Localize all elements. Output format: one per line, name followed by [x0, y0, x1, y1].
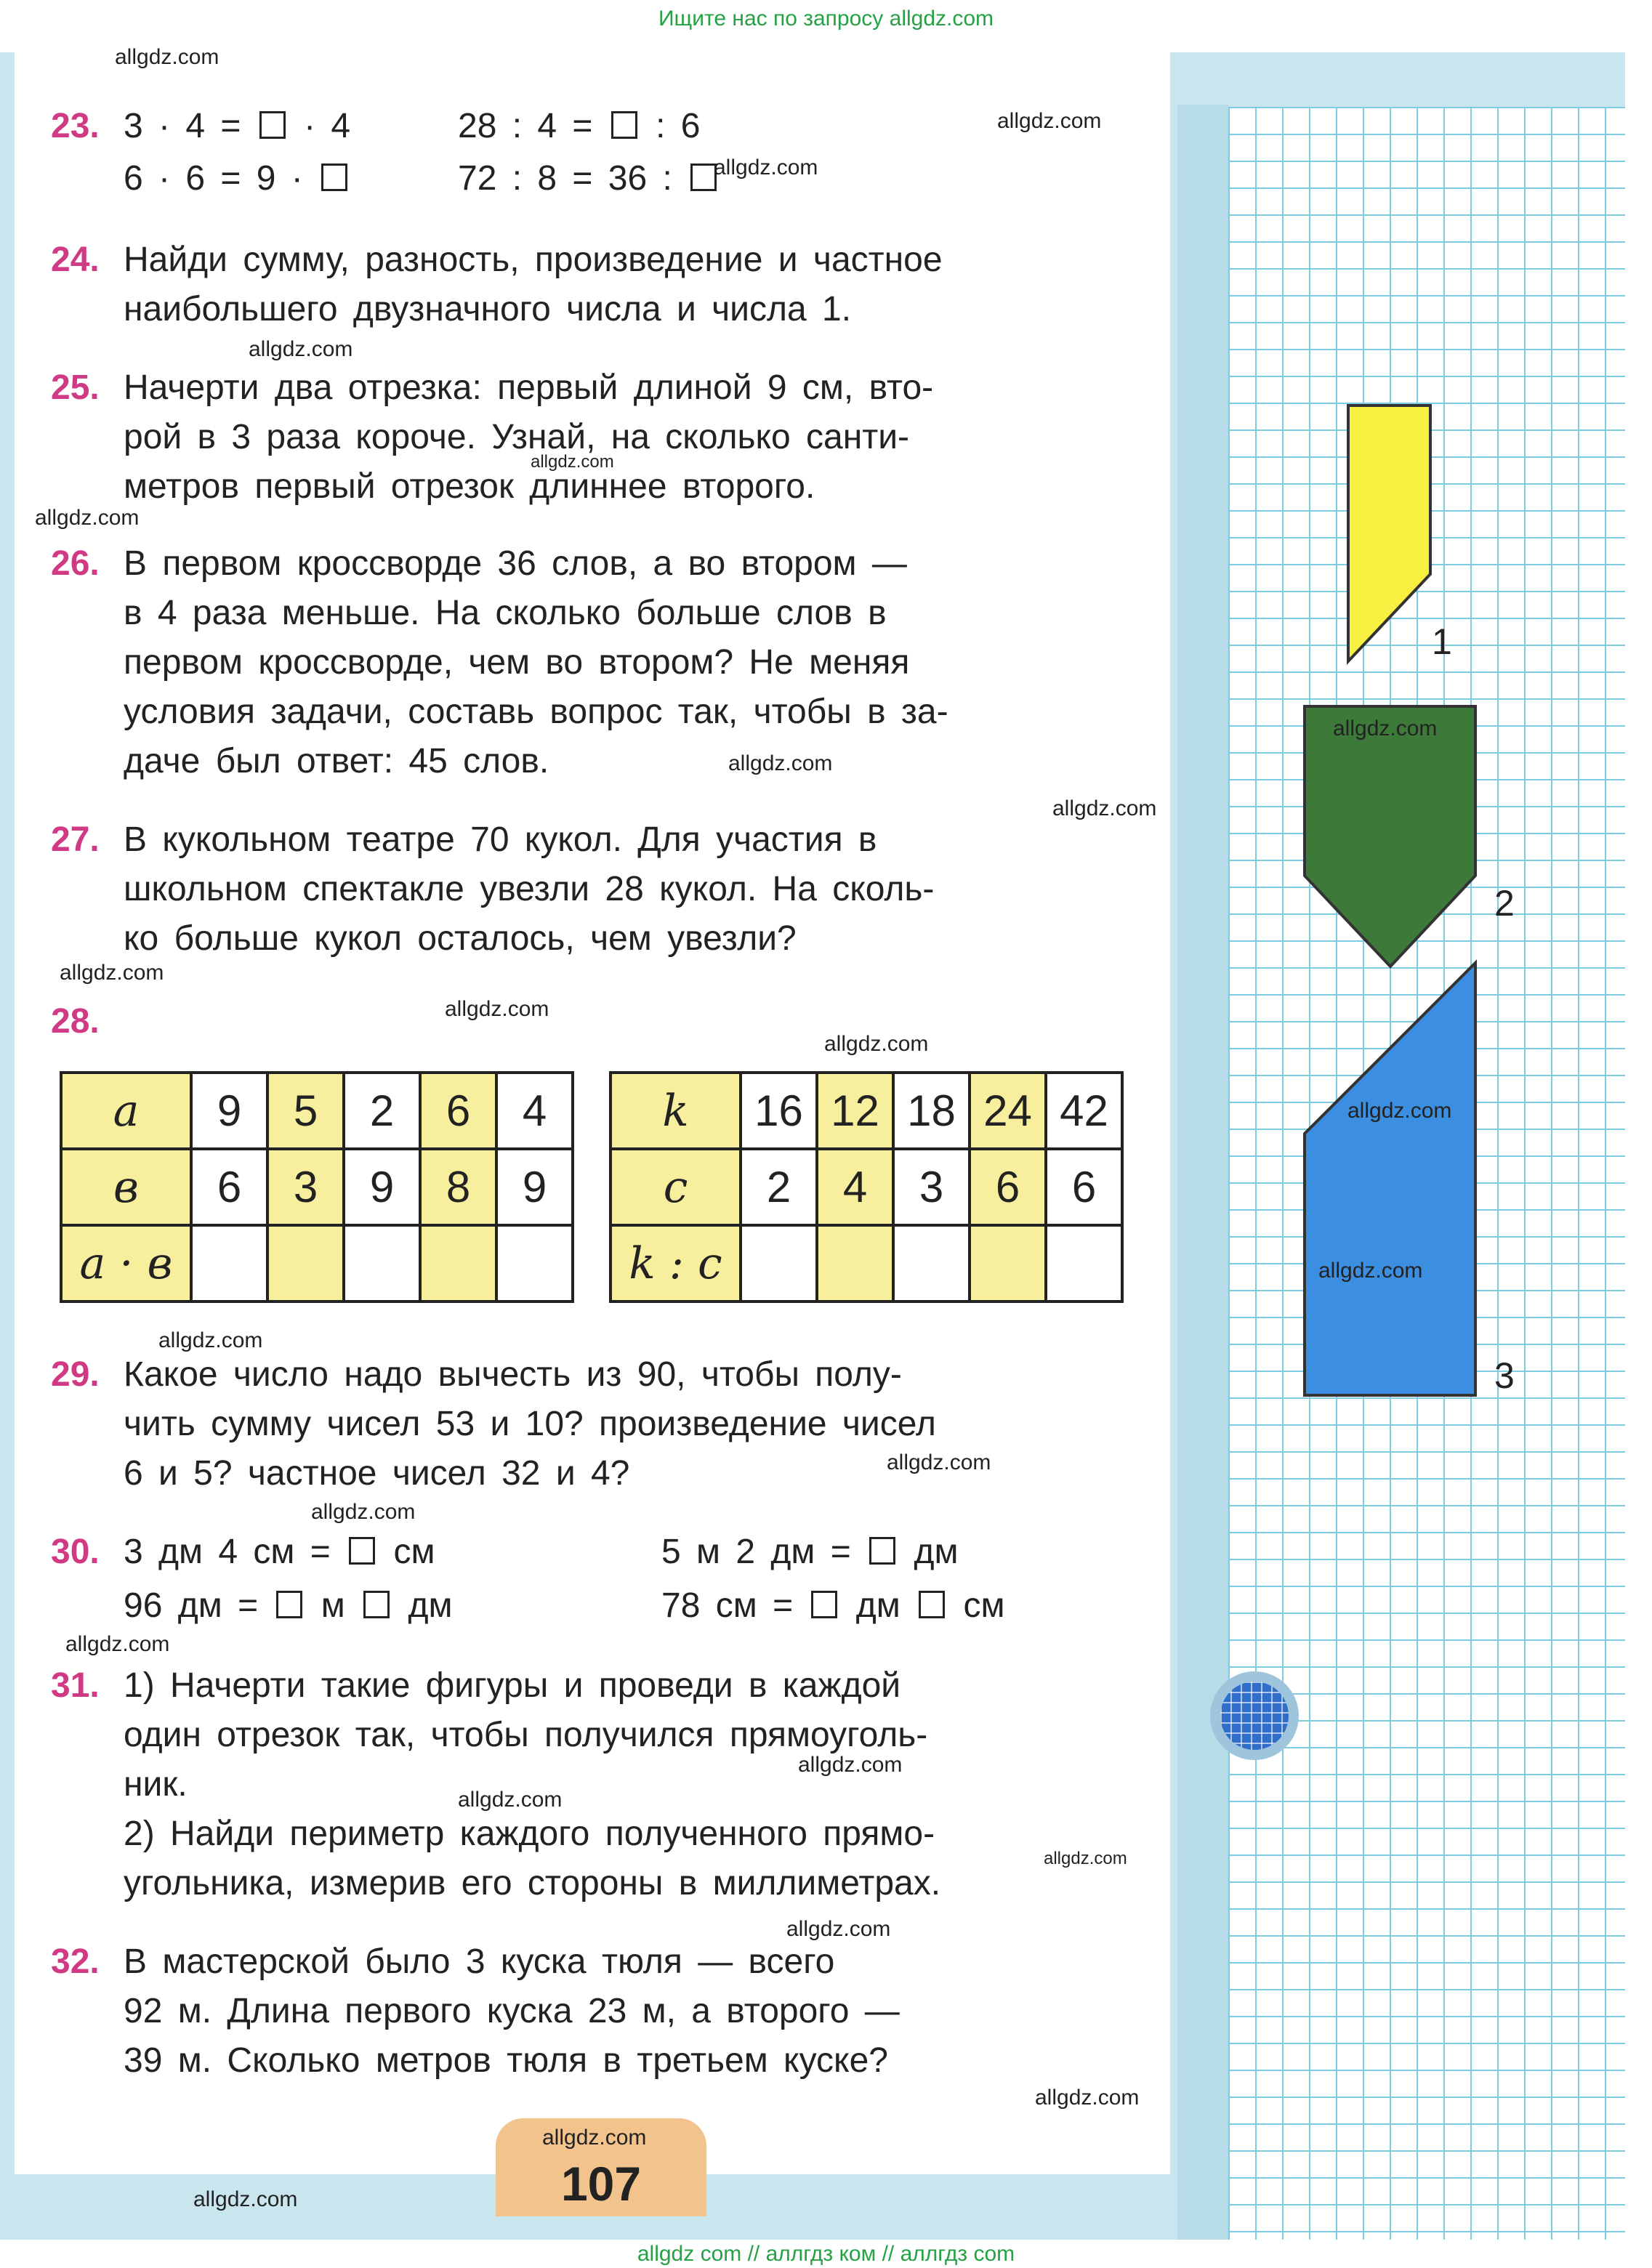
watermark: allgdz.com — [1044, 1849, 1127, 1868]
expr-text: 28 : 4 = — [458, 107, 608, 145]
task-number: 32. — [51, 1942, 100, 1981]
expr-text: : 6 — [640, 107, 701, 145]
task-number: 25. — [51, 368, 100, 407]
task-line: метров первый отрезок длиннее второго. — [124, 467, 815, 506]
task-line: Начерти два отрезка: первый длиной 9 см, вто- — [124, 368, 934, 407]
expr-text: 96 дм = — [124, 1586, 274, 1625]
task-number: 26. — [51, 544, 100, 583]
watermark: allgdz.com — [531, 452, 614, 472]
watermark: allgdz.com — [728, 751, 833, 775]
expr-text: · 4 — [288, 107, 351, 145]
task-number: 28. — [51, 1002, 100, 1041]
task-line: даче был ответ: 45 слов. — [124, 742, 549, 780]
table-cell: 3 — [267, 1149, 344, 1225]
watermark: allgdz.com — [1333, 717, 1438, 740]
task-line: угольника, измерив его стороны в миллиметрах. — [124, 1864, 941, 1902]
figure-2-shape — [1305, 706, 1475, 966]
watermark: allgdz.com — [458, 1788, 563, 1812]
task-line: наибольшего двузначного числа и числа 1. — [124, 290, 852, 328]
figure-3-label: 3 — [1494, 1355, 1515, 1396]
task-number: 29. — [51, 1355, 100, 1394]
table-cell: 9 — [344, 1149, 420, 1225]
table-cell: 9 — [191, 1073, 267, 1149]
task-number: 31. — [51, 1666, 100, 1705]
watermark: allgdz.com — [60, 961, 164, 985]
task-line: 92 м. Длина первого куска 23 м, а второго — — [124, 1992, 900, 2030]
top-notice[interactable]: Ищите нас по запросу allgdz.com — [658, 7, 994, 31]
task-line: 6 и 5? частное чисел 32 и 4? — [124, 1454, 630, 1493]
expr-text: дм — [898, 1533, 959, 1571]
watermark: allgdz.com — [311, 1500, 416, 1524]
task-line: 1) Начерти такие фигуры и проведи в каждой — [124, 1666, 901, 1705]
row-header: k : c — [611, 1225, 741, 1302]
task-number: 30. — [51, 1533, 100, 1571]
task-line: В кукольном театре 70 кукол. Для участия в — [124, 820, 877, 859]
table-cell: 4 — [496, 1073, 573, 1149]
watermark: allgdz.com — [65, 1632, 170, 1656]
watermark: allgdz.com — [997, 109, 1102, 133]
task-line: ко больше кукол осталось, чем увезли? — [124, 919, 797, 958]
expr-text: см — [378, 1533, 435, 1571]
watermark: allgdz.com — [798, 1753, 903, 1777]
watermark: allgdz.com — [193, 2187, 298, 2211]
table-cell: 42 — [1046, 1073, 1122, 1149]
task-line: первом кроссворде, чем во втором? Не меняя — [124, 643, 910, 682]
table-cell: 24 — [970, 1073, 1046, 1149]
table-cell: 18 — [893, 1073, 970, 1149]
task-line: в 4 раза меньше. На сколько больше слов в — [124, 594, 887, 632]
watermark: allgdz.com — [35, 506, 140, 530]
bottom-notice[interactable]: allgdz com // аллгдз ком // аллгдз com — [637, 2242, 1015, 2266]
figure-1-label: 1 — [1432, 621, 1452, 662]
page-number-tab — [496, 2118, 706, 2216]
task-line: чить сумму чисел 53 и 10? произведение чисел — [124, 1405, 936, 1443]
globe-grid-icon — [1220, 1682, 1289, 1750]
expr-text: 72 : 8 = 36 : — [458, 159, 688, 198]
row-header: a · в — [61, 1225, 191, 1302]
row-header: в — [61, 1149, 191, 1225]
figure-2-label: 2 — [1494, 883, 1515, 924]
task-line: условия задачи, составь вопрос так, чтобы в за- — [124, 693, 948, 731]
task-number: 27. — [51, 820, 100, 859]
expr-text: см — [948, 1586, 1005, 1625]
watermark: allgdz.com — [887, 1450, 991, 1474]
table-cell: 2 — [741, 1149, 817, 1225]
watermark: allgdz.com — [1318, 1259, 1423, 1283]
task-line: рой в 3 раза короче. Узнай, на сколько санти- — [124, 418, 910, 456]
task-number: 23. — [51, 107, 100, 145]
expr-text: 6 · 6 = 9 · — [124, 159, 319, 198]
expr-text: дм — [840, 1586, 916, 1625]
expr-text: 78 см = — [661, 1586, 809, 1625]
task-line: один отрезок так, чтобы получился прямоуголь- — [124, 1716, 928, 1754]
table-cell: 16 — [741, 1073, 817, 1149]
watermark: allgdz.com — [115, 45, 219, 69]
task-line: Найди сумму, разность, произведение и частное — [124, 241, 943, 279]
table-cell: 12 — [817, 1073, 893, 1149]
table-cell: 2 — [344, 1073, 420, 1149]
expr-text: 5 м 2 дм = — [661, 1533, 867, 1571]
table-cell: 6 — [191, 1149, 267, 1225]
globe-icon — [1210, 1671, 1299, 1760]
expr-text: 3 · 4 = — [124, 107, 257, 145]
task-line: В первом кроссворде 36 слов, а во втором — — [124, 544, 907, 583]
table-cell: 6 — [970, 1149, 1046, 1225]
row-header: c — [611, 1149, 741, 1225]
table-cell: 9 — [496, 1149, 573, 1225]
page-number: 107 — [560, 2157, 642, 2211]
watermark: allgdz.com — [1035, 2086, 1140, 2110]
table-cell: 8 — [420, 1149, 496, 1225]
watermark: allgdz.com — [1347, 1099, 1452, 1123]
task-line: школьном спектакле увезли 28 кукол. На сколь- — [124, 870, 935, 908]
figure-3-shape — [1305, 963, 1475, 1395]
task-number: 24. — [51, 241, 100, 279]
expr-text: м — [305, 1586, 361, 1625]
task-line: В мастерской было 3 куска тюля — всего — [124, 1942, 835, 1981]
row-header: a — [61, 1073, 191, 1149]
table-cell: 4 — [817, 1149, 893, 1225]
table-cell: 5 — [267, 1073, 344, 1149]
watermark: allgdz.com — [249, 337, 353, 361]
watermark: allgdz.com — [714, 156, 818, 179]
row-header: k — [611, 1073, 741, 1149]
watermark: allgdz.com — [445, 997, 549, 1021]
figure-1-shape — [1348, 405, 1430, 661]
task-line: 39 м. Сколько метров тюля в третьем куске? — [124, 2041, 888, 2080]
watermark: allgdz.com — [786, 1917, 891, 1941]
watermark: allgdz.com — [542, 2126, 647, 2150]
task-line: Какое число надо вычесть из 90, чтобы полу- — [124, 1355, 902, 1394]
task-line: ник. — [124, 1765, 188, 1804]
table-cell: 6 — [1046, 1149, 1122, 1225]
table-cell: 3 — [893, 1149, 970, 1225]
task-line: 2) Найди периметр каждого полученного прямо- — [124, 1815, 935, 1853]
table-cell: 6 — [420, 1073, 496, 1149]
expr-text: дм — [392, 1586, 453, 1625]
watermark: allgdz.com — [158, 1328, 263, 1352]
watermark: allgdz.com — [824, 1032, 929, 1056]
expr-text: 3 дм 4 см = — [124, 1533, 347, 1571]
watermark: allgdz.com — [1052, 796, 1157, 820]
